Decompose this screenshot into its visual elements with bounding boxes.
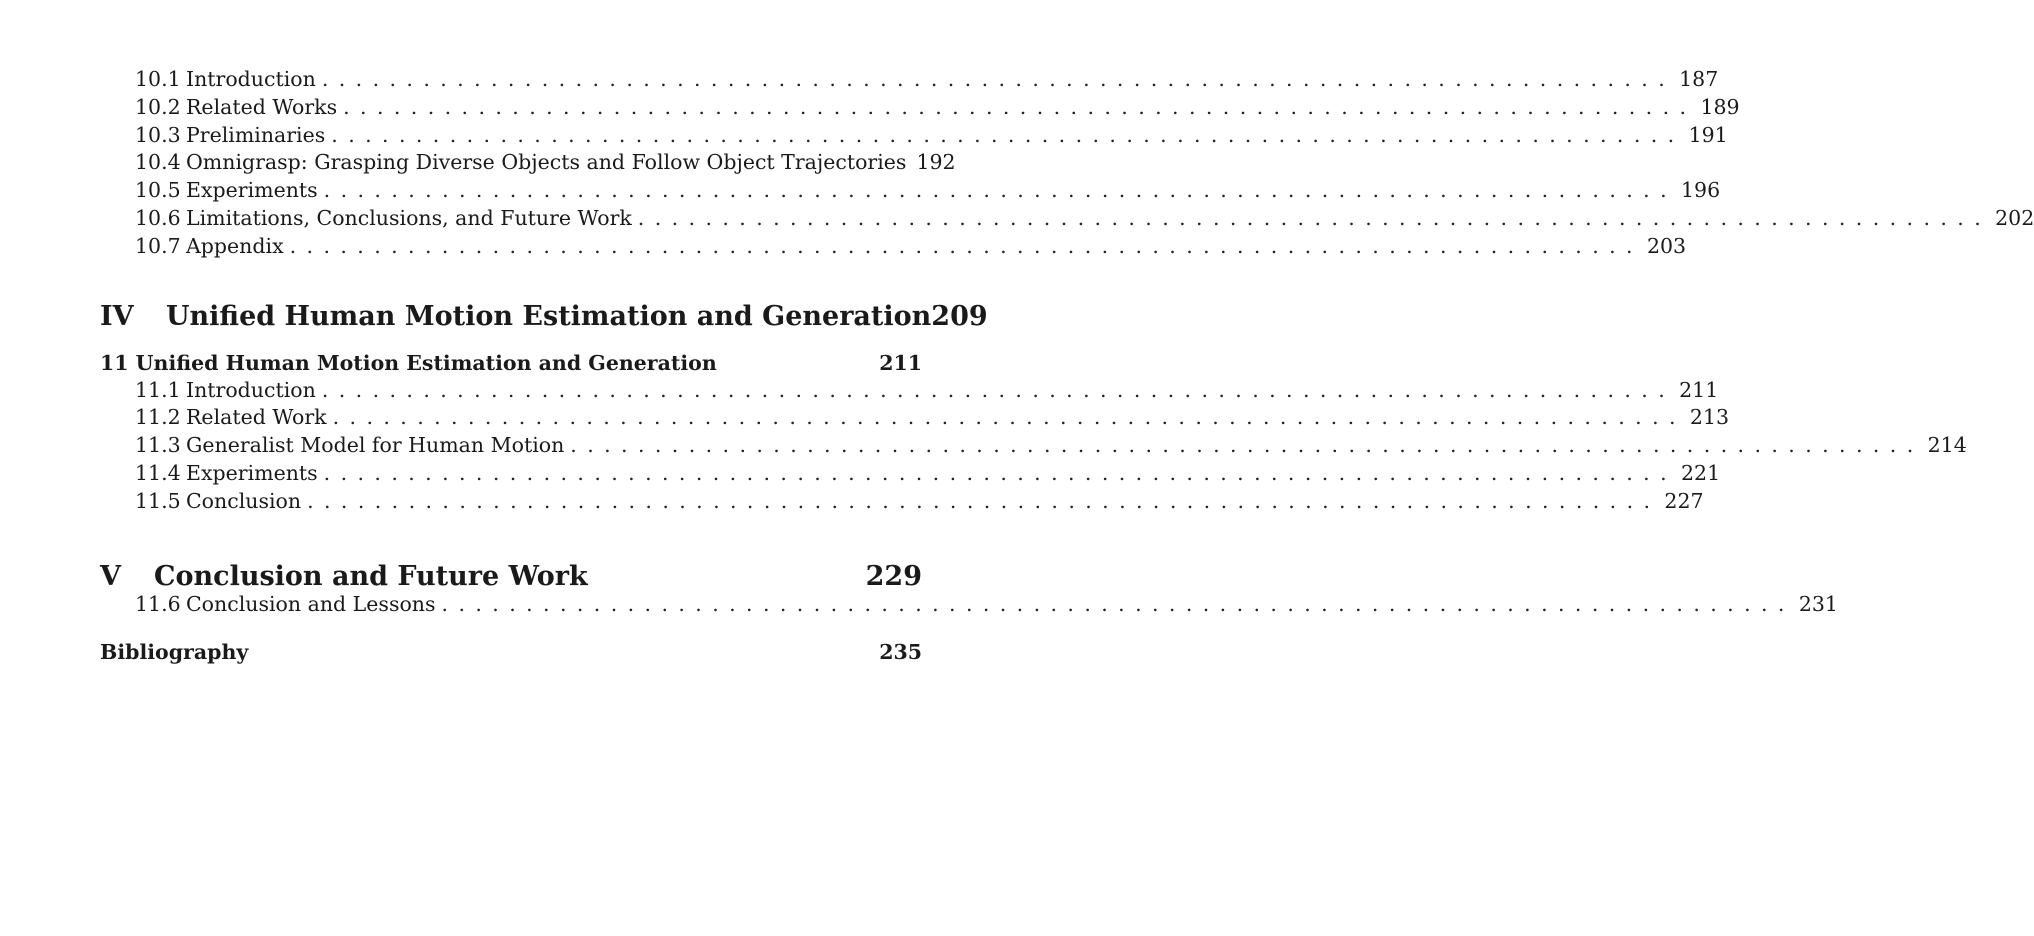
- section-title: Related Works: [186, 94, 338, 119]
- section-title: Preliminaries: [186, 122, 326, 147]
- section-title: Introduction: [186, 377, 316, 402]
- section-number: 10.1: [135, 67, 181, 91]
- dot-leader: ................................................................................: [323, 178, 1677, 203]
- section-page-number: 189: [1700, 94, 1740, 119]
- section-page-number: 214: [1927, 433, 1967, 458]
- toc-section-entry[interactable]: [100, 432, 1967, 460]
- section-page-number: 231: [1798, 591, 1838, 616]
- bibliography-page-number: 235: [879, 640, 922, 665]
- section-number: 11.6: [135, 591, 181, 616]
- dot-leader: ................................................................................: [331, 122, 1685, 147]
- section-list-chapter-10: [100, 66, 2034, 261]
- section-number: 10.3: [135, 122, 181, 147]
- section-number: 10.2: [135, 94, 181, 119]
- part-number: V: [100, 560, 121, 592]
- section-title: Conclusion: [186, 488, 302, 513]
- chapter-page-number: 211: [879, 350, 922, 375]
- section-title: Appendix: [186, 233, 284, 258]
- toc-section-entry[interactable]: [100, 94, 1740, 122]
- section-number: 10.4: [135, 150, 181, 175]
- dot-leader: ................................................................................: [289, 233, 1643, 258]
- section-number: 10.7: [135, 233, 181, 258]
- section-list-part-v: [100, 591, 1838, 619]
- section-number: 11.5: [135, 488, 181, 513]
- toc-section-entry[interactable]: [100, 122, 1728, 150]
- toc-section-entry[interactable]: [100, 404, 1730, 432]
- section-title: Experiments: [186, 460, 318, 485]
- section-title: Conclusion and Lessons: [186, 591, 436, 616]
- section-number: 10.5: [135, 178, 181, 203]
- dot-leader: ................................................................................: [323, 460, 1677, 485]
- section-page-number: 227: [1664, 488, 1704, 513]
- section-number: 11.2: [135, 405, 181, 430]
- bibliography-title: Bibliography: [100, 640, 249, 665]
- section-title: Omnigrasp: Grasping Diverse Objects and Follow Object Trajectories: [186, 150, 907, 175]
- toc-section-entry[interactable]: [100, 177, 1721, 205]
- part-number: IV: [100, 300, 134, 332]
- section-number: 10.6: [135, 205, 181, 230]
- bibliography-entry[interactable]: [100, 638, 922, 666]
- chapter-11-heading[interactable]: [100, 349, 922, 377]
- section-page-number: 192: [916, 150, 956, 175]
- table-of-contents: [100, 66, 2034, 666]
- part-title: Conclusion and Future Work: [154, 560, 588, 592]
- section-number: 11.4: [135, 460, 181, 485]
- part-v-heading[interactable]: [100, 559, 922, 595]
- dot-leader: ................................................................................: [343, 94, 1697, 119]
- dot-leader: ................................................................................: [637, 205, 1992, 230]
- section-title: Introduction: [186, 67, 316, 91]
- section-title: Related Work: [186, 405, 327, 430]
- part-page-number: 209: [931, 300, 988, 332]
- section-page-number: 203: [1646, 233, 1687, 258]
- section-page-number: 187: [1679, 67, 1719, 91]
- dot-leader: ................................................................................: [441, 591, 1795, 616]
- dot-leader: ................................................................................: [307, 488, 1661, 513]
- toc-section-entry[interactable]: [100, 66, 1719, 94]
- dot-leader: ................................................................................: [321, 377, 1676, 402]
- section-page-number: 221: [1680, 460, 1721, 485]
- section-page-number: 202: [1995, 205, 2034, 230]
- section-page-number: 191: [1688, 122, 1728, 147]
- toc-section-entry[interactable]: [100, 233, 1687, 261]
- chapter-title: 11 Unified Human Motion Estimation and Generation: [100, 350, 717, 375]
- section-list-chapter-11: [100, 377, 1967, 516]
- dot-leader: ................................................................................: [321, 67, 1676, 91]
- toc-section-entry[interactable]: [100, 488, 1704, 516]
- section-page-number: 213: [1689, 405, 1730, 430]
- section-number: 11.1: [135, 377, 181, 402]
- part-title: Unified Human Motion Estimation and Generation: [166, 300, 932, 332]
- section-page-number: 211: [1679, 377, 1719, 402]
- part-page-number: 229: [865, 560, 922, 592]
- section-number: 11.3: [135, 433, 181, 458]
- dot-leader: ................................................................................: [570, 433, 1924, 458]
- toc-section-entry[interactable]: [100, 377, 1719, 405]
- dot-leader: ................................................................................: [332, 405, 1686, 430]
- toc-section-entry[interactable]: [100, 460, 1721, 488]
- toc-section-entry[interactable]: [100, 591, 1838, 619]
- section-title: Limitations, Conclusions, and Future Work: [186, 205, 632, 230]
- toc-section-entry[interactable]: [100, 149, 956, 177]
- section-title: Experiments: [186, 178, 318, 203]
- part-iv-heading[interactable]: [100, 299, 988, 335]
- section-page-number: 196: [1680, 178, 1721, 203]
- section-title: Generalist Model for Human Motion: [186, 433, 565, 458]
- toc-section-entry[interactable]: [100, 205, 2034, 233]
